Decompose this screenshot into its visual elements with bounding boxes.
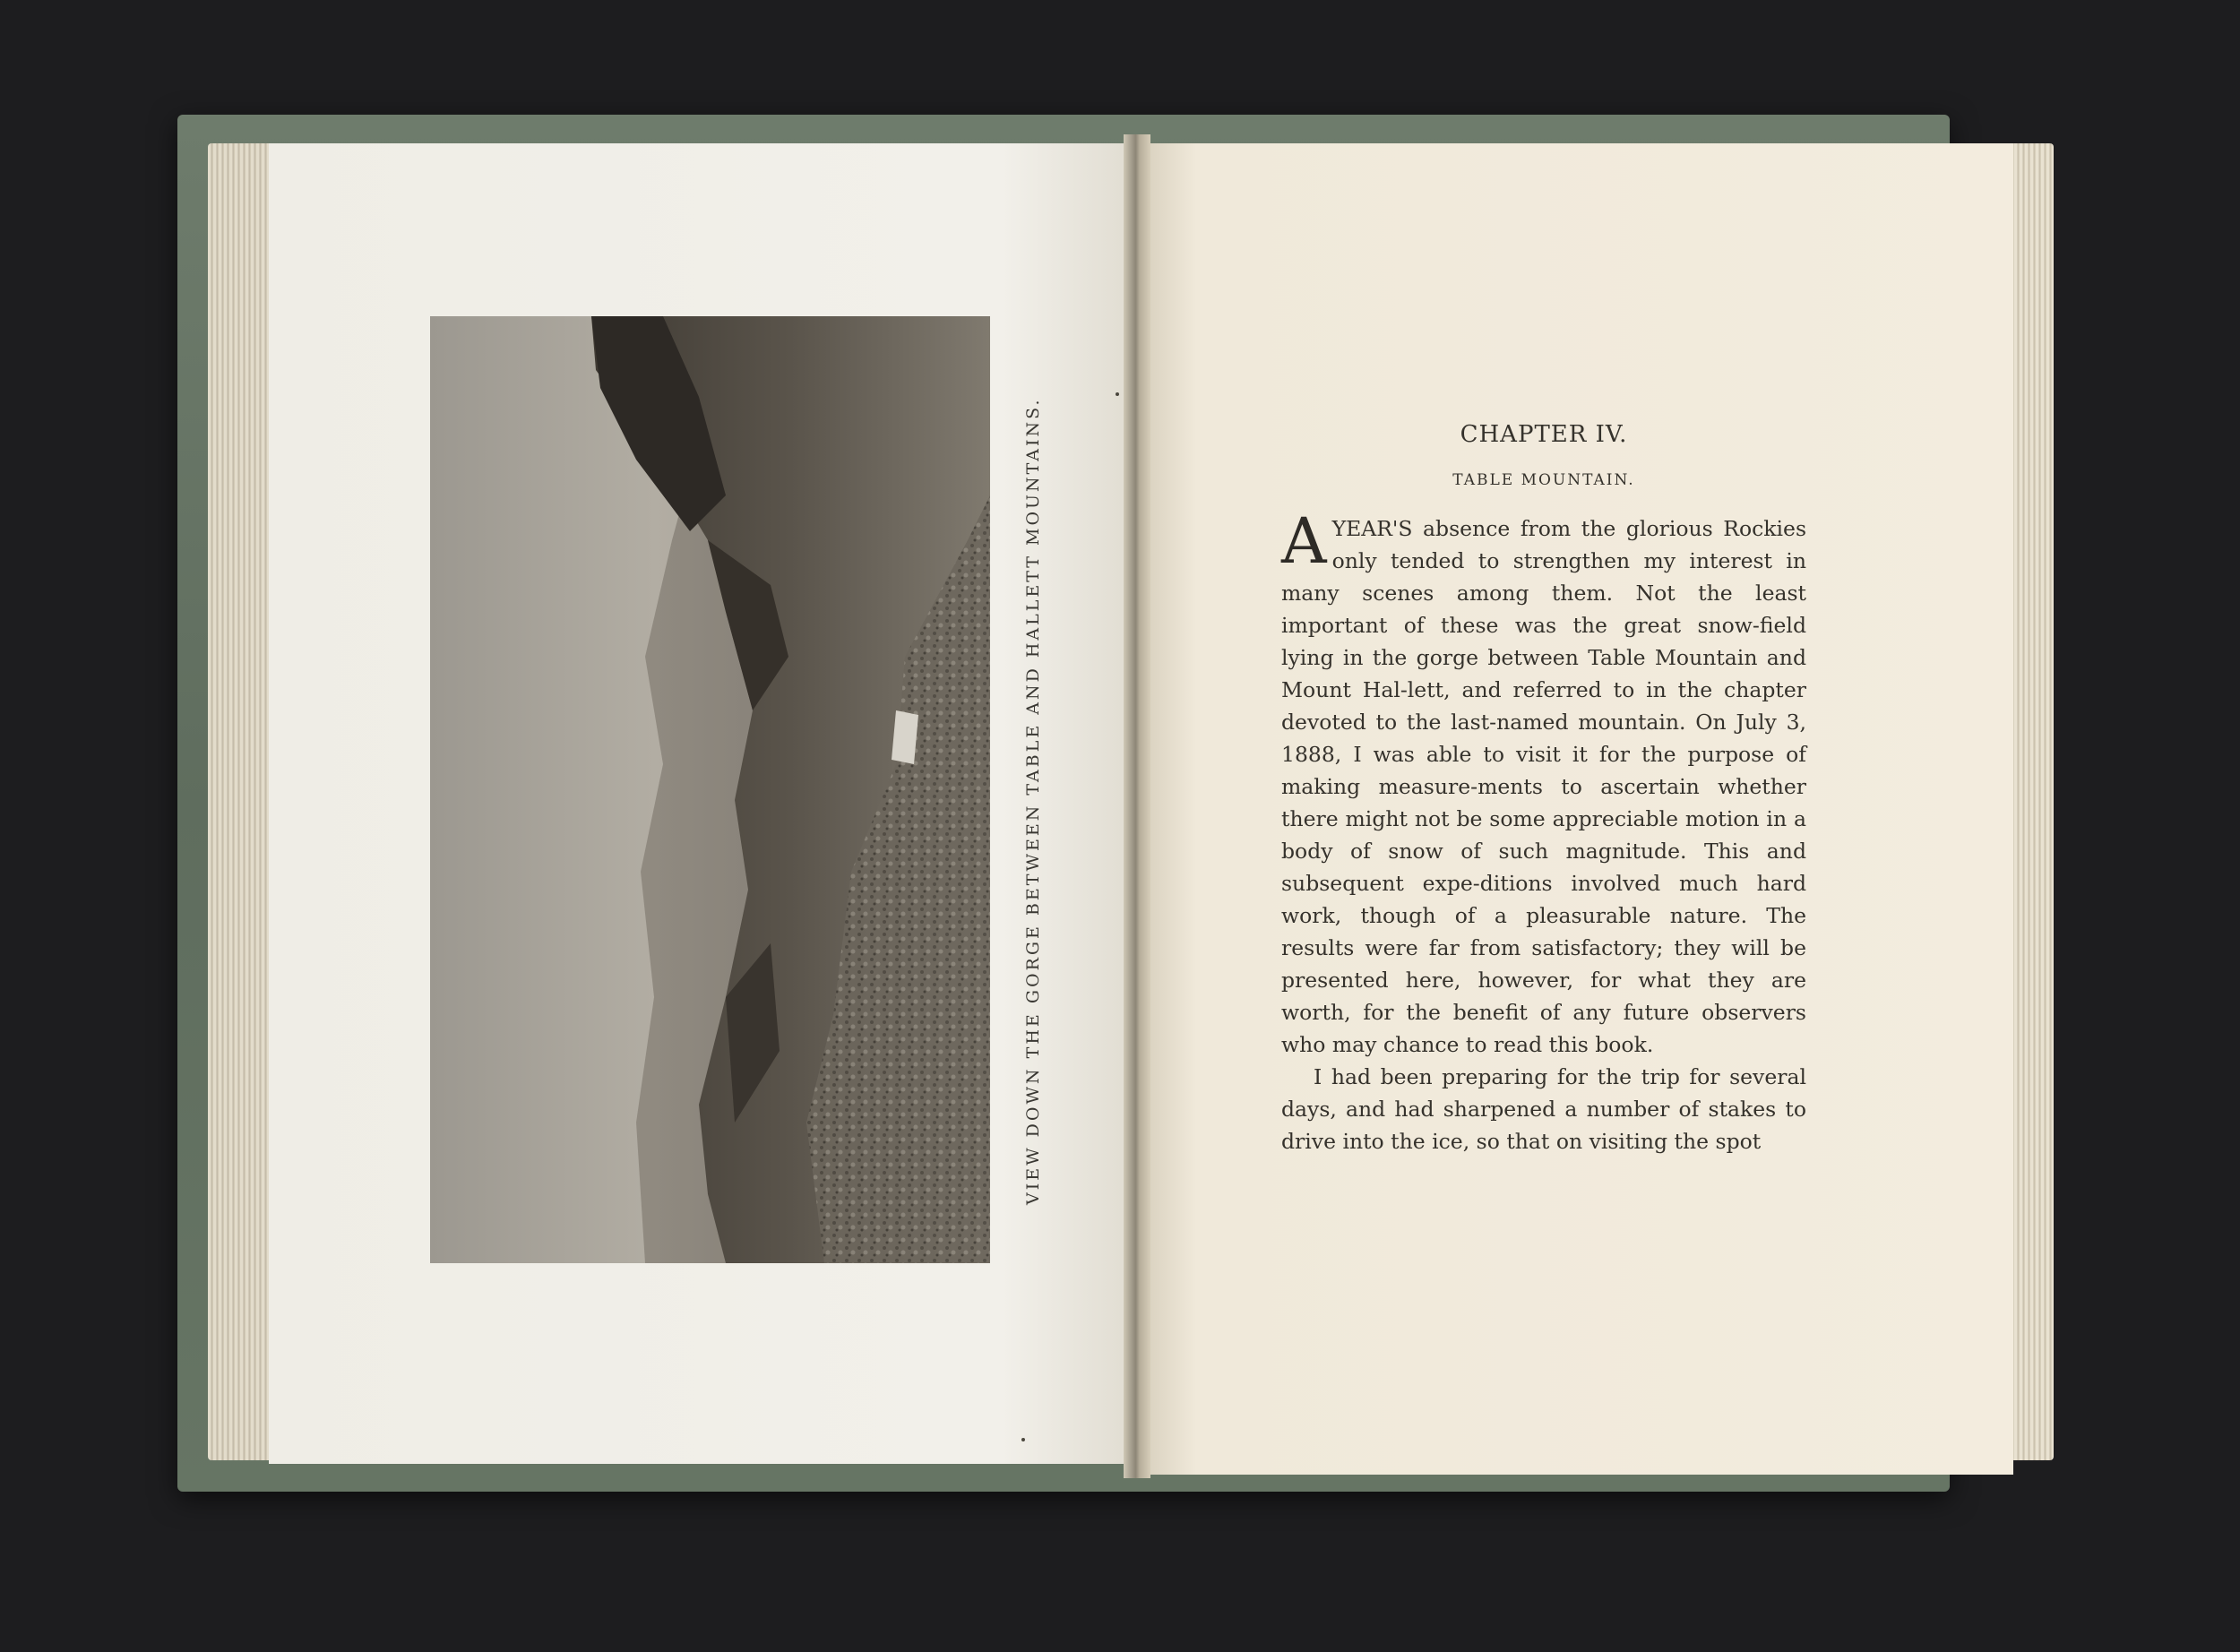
chapter-text [1281, 421, 1806, 1157]
book-gutter [1124, 134, 1150, 1478]
chapter-subtitle: TABLE MOUNTAIN. [1452, 471, 1635, 489]
paragraph-1-text: YEAR'S absence from the glorious Rockies only tended to strengthen my interest in many scenes among them. Not the least important of these was the great snow-field lying in the gorge between Table Mountain and Mount Hal-lett, and referred to in the chapter devoted to the last-named mountain. On July 3, 1888, I was able to visit it for the purpose of making measure-ments to ascertain whether there might not be some appreciable motion in a body of snow of such magnitude. This and subsequent expe-ditions involved much hard work, though of a pleasurable nature. The results were far from satisfactory; they will be presented here, however, for what they are worth, for the benefit of any future observers who may chance to read this book. [1281, 516, 1806, 1057]
paragraph-1 [1281, 504, 1806, 1061]
drop-cap: A [1281, 504, 1327, 578]
chapter-title: CHAPTER IV. [1460, 421, 1628, 448]
plate-caption: VIEW DOWN THE GORGE BETWEEN TABLE AND HALLETT MOUNTAINS. [1023, 397, 1043, 1205]
page-edges-left [208, 143, 271, 1460]
paragraph-2: I had been preparing for the trip for several days, and had sharpened a number of stakes to drive into the ice, so that on visiting the spot [1281, 1064, 1806, 1154]
gorge-photograph-icon [430, 316, 990, 1263]
mountain-photo-plate [430, 316, 990, 1263]
page-mark [1116, 392, 1119, 396]
page-mark [1021, 1438, 1025, 1441]
